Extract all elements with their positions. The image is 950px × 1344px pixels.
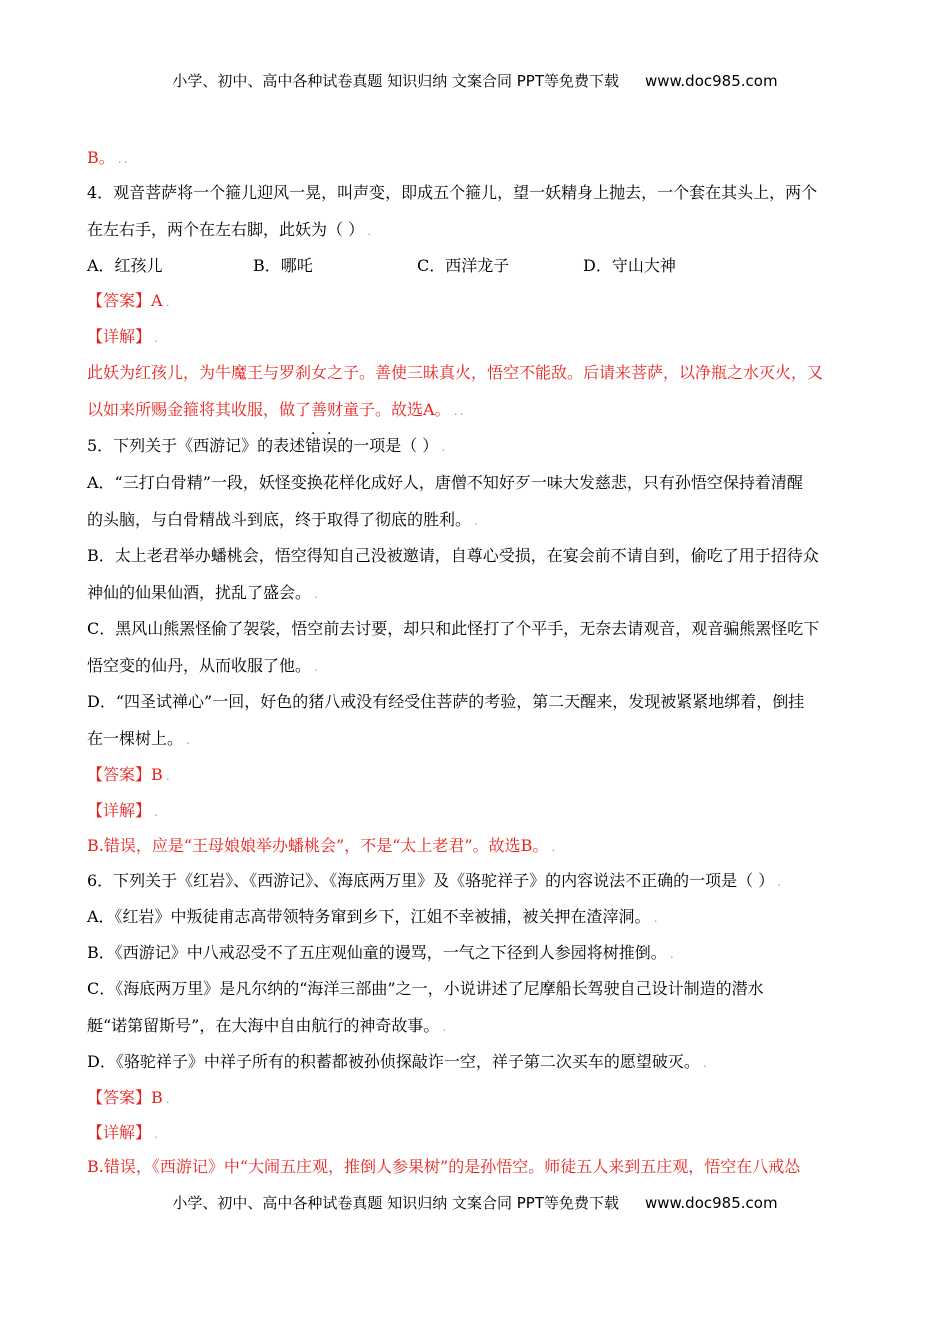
header-text: 小学、初中、高中各种试卷真题 知识归纳 文案合同 PPT等免费下载 [172, 72, 619, 90]
q6-detail-label: 【详解】 . [87, 1123, 160, 1142]
q5-option-a-line1: A．“三打白骨精”一段，妖怪变换花样化成好人，唐僧不知好歹一味大发慈悲，只有孙悟空保持着清醒 [87, 473, 803, 492]
q5-option-c-line2: 悟空变的仙丹，从而收服了他。 . [87, 656, 320, 675]
q6-option-a: A．《红岩》中叛徒甫志高带领特务窜到乡下，江姐不幸被捕，被关押在渣滓洞。 . [87, 907, 659, 926]
q4-option-b: B．哪吒 [253, 256, 313, 275]
q4-stem-line2: 在左右手，两个在左右脚，此妖为（ ） . [87, 220, 373, 239]
q6-option-c-line2: 艇“诺第留斯号”，在大海中自由航行的神奇故事。 . [87, 1016, 448, 1035]
page-footer [0, 1192, 950, 1213]
q5-option-b-line1: B．太上老君举办蟠桃会，悟空得知自己没被邀请，自尊心受损，在宴会前不请自到，偷吃了用于招待众 [87, 546, 819, 565]
q4-detail-line1: 此妖为红孩儿，为牛魔王与罗刹女之子。善使三昧真火，悟空不能敌。后请来菩萨，以净瓶之水灭火，又 [87, 363, 824, 382]
footer-text: 小学、初中、高中各种试卷真题 知识归纳 文案合同 PPT等免费下载 [172, 1194, 619, 1212]
carry-answer: B。 .. [87, 148, 129, 167]
page-header [0, 70, 950, 91]
q5-stem: 5．下列关于《西游记》的表述错误的一项是（ ） . [87, 436, 447, 455]
q6-option-b: B．《西游记》中八戒忍受不了五庄观仙童的谩骂，一气之下径到人参园将树推倒。 . [87, 943, 675, 962]
q4-option-a: A．红孩儿 [87, 256, 163, 275]
q5-detail-line1: B.错误，应是“王母娘娘举办蟠桃会”，不是“太上老君”。故选B。 . [87, 836, 557, 855]
q4-option-d: D．守山大神 [583, 256, 676, 275]
emphasis-char: 错 [305, 436, 322, 455]
q5-option-b-line2: 神仙的仙果仙酒，扰乱了盛会。 . [87, 583, 320, 602]
q6-answer: 【答案】B . [87, 1088, 171, 1107]
header-url[interactable]: www.doc985.com [644, 72, 778, 90]
q4-option-c: C．西洋龙子 [417, 256, 510, 275]
q4-detail-label: 【详解】 . [87, 327, 160, 346]
footer-url[interactable]: www.doc985.com [644, 1194, 778, 1212]
q5-option-d-line2: 在一棵树上。 . [87, 729, 192, 748]
q6-stem: 6．下列关于《红岩》、《西游记》、《海底两万里》及《骆驼祥子》的内容说法不正确的一项是（ ） . [87, 871, 783, 890]
q5-option-d-line1: D．“四圣试禅心”一回，好色的猪八戒没有经受住菩萨的考验，第二天醒来，发现被紧紧地绑着，倒挂 [87, 692, 805, 711]
q6-detail-line1: B.错误，《西游记》中“大闹五庄观，推倒人参果树”的是孙悟空。师徒五人来到五庄观，悟空在八戒怂 [87, 1157, 801, 1176]
q6-option-d: D．《骆驼祥子》中祥子所有的积蓄都被孙侦探敲诈一空，祥子第二次买车的愿望破灭。 . [87, 1052, 708, 1071]
q5-detail-label: 【详解】 . [87, 801, 160, 820]
q5-answer: 【答案】B . [87, 765, 171, 784]
q6-option-c-line1: C．《海底两万里》是凡尔纳的“海洋三部曲”之一，小说讲述了尼摩船长驾驶自己设计制造的潜水 [87, 979, 764, 998]
q4-options [87, 256, 676, 276]
emphasis-char: 误 [321, 436, 338, 455]
q4-stem-line1: 4．观音菩萨将一个箍儿迎风一晃，叫声变，即成五个箍儿，望一妖精身上抛去，一个套在其头上，两个 [87, 183, 818, 202]
q4-detail-line2: 以如来所赐金箍将其收服，做了善财童子。故选A。 .. [87, 400, 465, 419]
q4-answer: 【答案】A . [87, 291, 171, 310]
q5-option-c-line1: C．黑风山熊罴怪偷了袈裟，悟空前去讨要，却只和此怪打了个平手，无奈去请观音，观音骗熊罴怪吃下 [87, 619, 820, 638]
q5-option-a-line2: 的头脑，与白骨精战斗到底，终于取得了彻底的胜利。 . [87, 510, 480, 529]
